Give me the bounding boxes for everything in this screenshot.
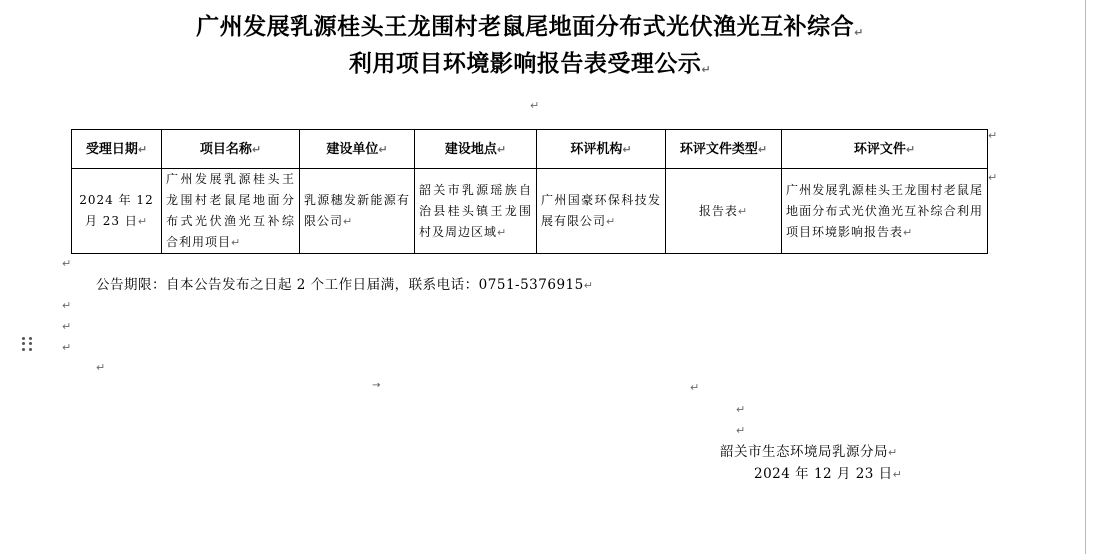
paragraph-mark: ↵ <box>583 279 594 292</box>
tab-mark: → <box>372 380 381 391</box>
paragraph-mark: ↵ <box>905 142 916 156</box>
paragraph-mark: ↵ <box>62 299 72 312</box>
title-text-1: 广州发展乳源桂头王龙围村老鼠尾地面分布式光伏渔光互补综合 <box>196 14 855 40</box>
paragraph-mark: ↵ <box>737 204 749 218</box>
paragraph-mark: ↵ <box>757 142 768 156</box>
paragraph-mark: ↵ <box>343 215 354 228</box>
paragraph-mark: ↵ <box>62 257 72 270</box>
header-cell: 环评机构↵ <box>537 130 666 169</box>
paragraph-mark: ↵ <box>62 320 72 333</box>
document-title-line-2 <box>0 45 1060 78</box>
paragraph-mark: ↵ <box>137 215 149 228</box>
paragraph-mark: ↵ <box>62 341 72 354</box>
signature-date: 2024 年 12 月 23 日↵ <box>754 466 903 482</box>
paragraph-mark: ↵ <box>530 99 540 112</box>
paragraph-mark: ↵ <box>231 236 242 249</box>
cell-file: 广州发展乳源桂头王龙围村老鼠尾地面分布式光伏渔光互补综合利用项目环境影响报告表↵ <box>782 169 988 254</box>
notice-period-text: 公告期限：自本公告发布之日起 2 个工作日届满，联系电话：0751-5376915↵ <box>96 277 594 293</box>
acceptance-table <box>71 129 988 254</box>
paragraph-mark: ↵ <box>137 142 148 156</box>
cell-project: 广州发展乳源桂头王龙围村老鼠尾地面分布式光伏渔光互补综合利用项目↵ <box>162 169 300 254</box>
row-end-mark: ↵ <box>988 171 998 184</box>
paragraph-mark: ↵ <box>96 361 106 374</box>
cell-file-type: 报告表↵ <box>666 169 782 254</box>
cell-agency: 广州国豪环保科技发展有限公司↵ <box>537 169 666 254</box>
paragraph-mark: ↵ <box>892 468 903 481</box>
paragraph-mark: ↵ <box>378 142 388 156</box>
document-title-line-1 <box>0 8 1060 41</box>
paragraph-mark: ↵ <box>622 142 632 156</box>
header-cell: 项目名称↵ <box>162 130 300 169</box>
signature-org: 韶关市生态环境局乳源分局↵ <box>720 444 898 460</box>
page-edge-line <box>1085 0 1086 554</box>
paragraph-mark: ↵ <box>888 446 898 459</box>
drag-handle-icon[interactable] <box>22 337 34 351</box>
row-end-mark: ↵ <box>988 129 998 142</box>
cell-location: 韶关市乳源瑶族自治县桂头镇王龙围村及周边区域↵ <box>415 169 537 254</box>
paragraph-mark: ↵ <box>736 403 746 416</box>
paragraph-mark: ↵ <box>497 225 508 239</box>
paragraph-mark: ↵ <box>606 215 617 228</box>
paragraph-mark: ↵ <box>251 142 262 156</box>
table-row <box>72 169 988 254</box>
header-cell: 建设地点↵ <box>415 130 537 169</box>
paragraph-mark: ↵ <box>690 381 700 394</box>
header-cell: 建设单位↵ <box>300 130 415 169</box>
table-header-row <box>72 130 988 169</box>
cell-date: 2024 年 12 月 23 日↵ <box>72 169 162 254</box>
title-text-2: 利用项目环境影响报告表受理公示 <box>348 51 702 77</box>
paragraph-mark: ↵ <box>496 142 507 156</box>
cell-builder: 乳源穗发新能源有限公司↵ <box>300 169 415 254</box>
paragraph-mark: ↵ <box>903 225 914 239</box>
paragraph-mark: ↵ <box>736 424 746 437</box>
header-cell: 环评文件类型↵ <box>666 130 782 169</box>
paragraph-mark: ↵ <box>854 26 864 39</box>
header-cell: 受理日期↵ <box>72 130 162 169</box>
paragraph-mark: ↵ <box>701 63 712 76</box>
header-cell: 环评文件↵ <box>782 130 988 169</box>
